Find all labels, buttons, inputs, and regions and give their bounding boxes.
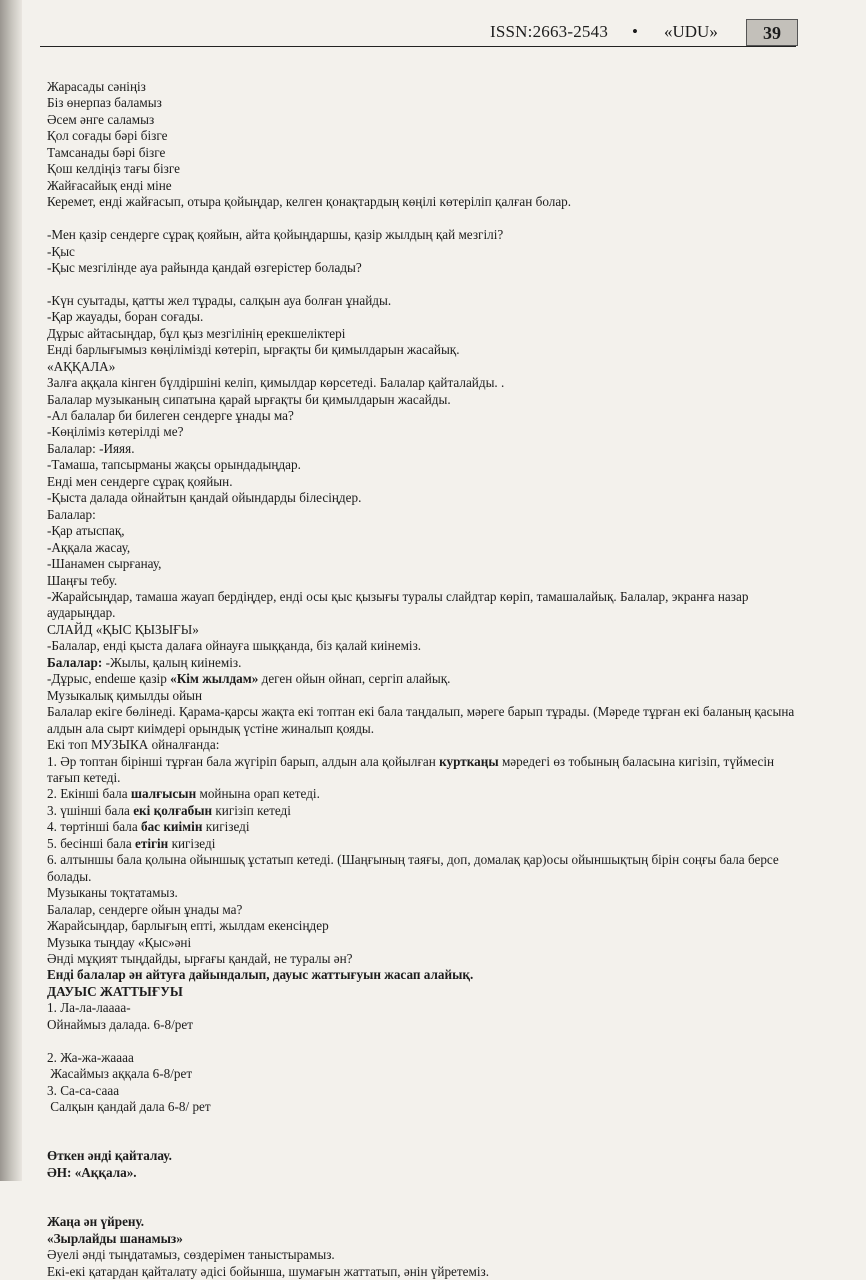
bold-span: етігін bbox=[135, 835, 169, 851]
blank-line bbox=[47, 1181, 805, 1197]
text-line: -Тамаша, тапсырманы жақсы орындадыңдар. bbox=[47, 457, 301, 473]
page-binding-shadow bbox=[0, 0, 22, 1181]
bold-span: «Зырлайды шанамыз» bbox=[47, 1230, 183, 1246]
bold-span: екі қолғабын bbox=[133, 802, 213, 818]
text-line: Тамсанады бәрі бізге bbox=[47, 144, 166, 160]
text-line: -Мен қазір сендерге сұрақ қояйын, айта қойыңдаршы, қазір жылдың қай мезгілі? bbox=[47, 227, 504, 243]
text-line: Әсем әнге саламыз bbox=[47, 111, 155, 127]
text-line: 3. Са-са-сааа bbox=[47, 1082, 120, 1098]
bold-span: Балалар: bbox=[47, 654, 103, 670]
bold-span: ӘН: «Аққала». bbox=[47, 1164, 137, 1180]
page-number: 39 bbox=[746, 19, 798, 46]
blank-line bbox=[47, 1132, 805, 1148]
blank-line bbox=[47, 276, 805, 292]
text-line: -Жарайсыңдар, тамаша жауап бердіңдер, енді осы қыс қызығы туралы слайдтар көріп, тамашалайық. Балалар, экранға назар аударыңдар. bbox=[47, 589, 749, 621]
header-separator: • bbox=[632, 22, 638, 41]
text-line: -Қыста далада ойнайтын қандай ойындарды білесіңдер. bbox=[47, 490, 362, 506]
journal-name: «UDU» bbox=[664, 22, 718, 41]
blank-line bbox=[47, 1198, 805, 1214]
text-line: -Қыс мезгілінде ауа райында қандай өзгерістер болады? bbox=[47, 259, 362, 275]
text-line: Балалар музыканың сипатына қарай ырғақты би қимылдарын жасайды. bbox=[47, 391, 451, 407]
text-line: 2. Жа-жа-жаааа bbox=[47, 1049, 134, 1065]
text-line: -Көңіліміз көтерілді ме? bbox=[47, 424, 184, 440]
blank-line bbox=[47, 1033, 805, 1049]
text-line: Әуелі әнді тыңдатамыз, сөздерімен таныстырамыз. bbox=[47, 1247, 335, 1263]
text-line: Біз өнерпаз баламыз bbox=[47, 95, 162, 111]
text-line: Балалар: -Ияяя. bbox=[47, 440, 135, 456]
text-line: -Қыс bbox=[47, 243, 75, 259]
text-line: Музыкалық қимылды ойын bbox=[47, 687, 203, 703]
header-rule bbox=[40, 46, 796, 47]
text-line: -Қар жауады, боран соғады. bbox=[47, 309, 204, 325]
text-line: -Ал балалар би билеген сендерге ұнады ма? bbox=[47, 408, 294, 424]
bold-span: бас киімін bbox=[140, 819, 203, 835]
text-line: 3. үшінші бала екі қолғабын кигізіп кетеді bbox=[47, 802, 291, 818]
text-line: Дұрыс айтасыңдар, бұл қыз мезгілінің ерекшеліктері bbox=[47, 325, 346, 341]
blank-line bbox=[47, 211, 805, 227]
text-line: -Балалар, енді қыста далаға ойнауға шыққанда, біз қалай киінеміз. bbox=[47, 638, 422, 654]
text-line: 2. Екінші бала шалғысын мойнына орап кетеді. bbox=[47, 786, 320, 802]
bold-span: ДАУЫС ЖАТТЫҒУЫ bbox=[47, 983, 183, 999]
text-line: Екі-екі қатардан қайталату әдісі бойынша, шумағын жаттатып, әнін үйретеміз. bbox=[47, 1263, 490, 1279]
section-heading: «АҚҚАЛА» bbox=[47, 358, 116, 374]
text-line: Залға аққала кінген бүлдіршіні келіп, қимылдар көрсетеді. Балалар қайталайды. . bbox=[47, 375, 505, 391]
text-line: Жарасады сәніңіз bbox=[47, 79, 146, 94]
section-heading: СЛАЙД «ҚЫС ҚЫЗЫҒЫ» bbox=[47, 621, 199, 637]
text-line: Балалар, сендерге ойын ұнады ма? bbox=[47, 901, 243, 917]
text-line: Енді мен сендерге сұрақ қояйын. bbox=[47, 473, 233, 489]
bold-span: Жаңа ән үйрену. bbox=[47, 1214, 145, 1230]
text-line: Ойнаймыз далада. 6-8/рет bbox=[47, 1016, 193, 1032]
bold-span: Өткен әнді қайталау. bbox=[47, 1148, 172, 1164]
text-line: Қош келдіңіз тағы бізге bbox=[47, 161, 180, 177]
bold-text-line bbox=[47, 1231, 805, 1247]
text-line: 6. алтыншы бала қолына ойыншық ұстатып кетеді. (Шаңғының таяғы, доп, домалақ қар)осы ойыншықтың бірін соңғы бала берсе болады. bbox=[47, 852, 779, 884]
text-line: Музыканы тоқтатамыз. bbox=[47, 885, 178, 901]
text-line: Екі топ МУЗЫКА ойналғанда: bbox=[47, 737, 220, 753]
bold-text-line bbox=[47, 1165, 805, 1181]
page-header bbox=[0, 0, 866, 50]
text-line: 4. төртінші бала бас киімін кигізеді bbox=[47, 819, 250, 835]
text-line: Жасаймыз аққала 6-8/рет bbox=[47, 1066, 193, 1082]
issn-label: ISSN:2663-2543 bbox=[490, 22, 609, 41]
blank-line bbox=[47, 1116, 805, 1132]
bold-span: шалғысын bbox=[130, 786, 197, 802]
document-body bbox=[47, 79, 805, 1280]
text-line: Жайғасайық енді міне bbox=[47, 177, 172, 193]
bold-text-line bbox=[47, 1214, 805, 1230]
text-line: Салқын қандай дала 6-8/ рет bbox=[47, 1099, 211, 1115]
bold-span: «Кім жылдам» bbox=[170, 671, 259, 687]
text-line: Керемет, енді жайғасып, отыра қойыңдар, келген қонақтардың көңілі көтеріліп қалған болар. bbox=[47, 194, 572, 210]
bold-text-line bbox=[47, 967, 805, 983]
text-line: -Күн суытады, қатты жел тұрады, салқын ауа болған ұнайды. bbox=[47, 292, 392, 308]
text-line: 1. Ла-ла-лаааа- bbox=[47, 1000, 131, 1016]
text-line: Енді барлығымыз көңілімізді көтеріп, ырғақты би қимылдарын жасайық. bbox=[47, 342, 460, 358]
section-heading bbox=[47, 984, 805, 1000]
text-line: Әнді мұқият тыңдайды, ырғағы қандай, не туралы ән? bbox=[47, 950, 353, 966]
text-line: Балалар: -Жылы, қалың киінеміз. bbox=[47, 654, 242, 670]
text-line: 5. бесінші бала етігін кигізеді bbox=[47, 835, 216, 851]
text-line: -Дұрыс, endеше қазір «Кім жылдам» деген ойын ойнап, сергіп алайық. bbox=[47, 671, 451, 687]
bold-span: Енді балалар ән айтуға дайындалып, дауыс жаттығуын жасап алайық. bbox=[47, 967, 474, 983]
text-line: 1. Әр топтан бірінші тұрған бала жүгіріп барып, алдын ала қойылған курткаңы мәредегі өз тобының баласына кигізіп, түймесін тағып кетеді. bbox=[47, 753, 775, 785]
bold-span: курткаңы bbox=[439, 753, 499, 769]
text-line: Жарайсыңдар, барлығың епті, жылдам екенсіңдер bbox=[47, 918, 329, 934]
text-line: Балалар: bbox=[47, 506, 96, 522]
text-line: -Шанамен сырғанау, bbox=[47, 556, 162, 572]
text-line: -Қар атыспақ, bbox=[47, 523, 125, 539]
text-line: -Аққала жасау, bbox=[47, 539, 131, 555]
text-line: Балалар екіге бөлінеді. Қарама-қарсы жақта екі топтан екі бала таңдалып, мәреге барып тұрады. (Мәреде тұрған екі баланың қасына алдын ала сырт киімдері орындық үстіне жиналып қояды. bbox=[47, 704, 795, 736]
text-line: Шаңғы тебу. bbox=[47, 572, 118, 588]
text-line: Қол соғады бәрі бізге bbox=[47, 128, 168, 144]
bold-text-line bbox=[47, 1148, 805, 1164]
text-line: Музыка тыңдау «Қыс»әні bbox=[47, 934, 192, 950]
